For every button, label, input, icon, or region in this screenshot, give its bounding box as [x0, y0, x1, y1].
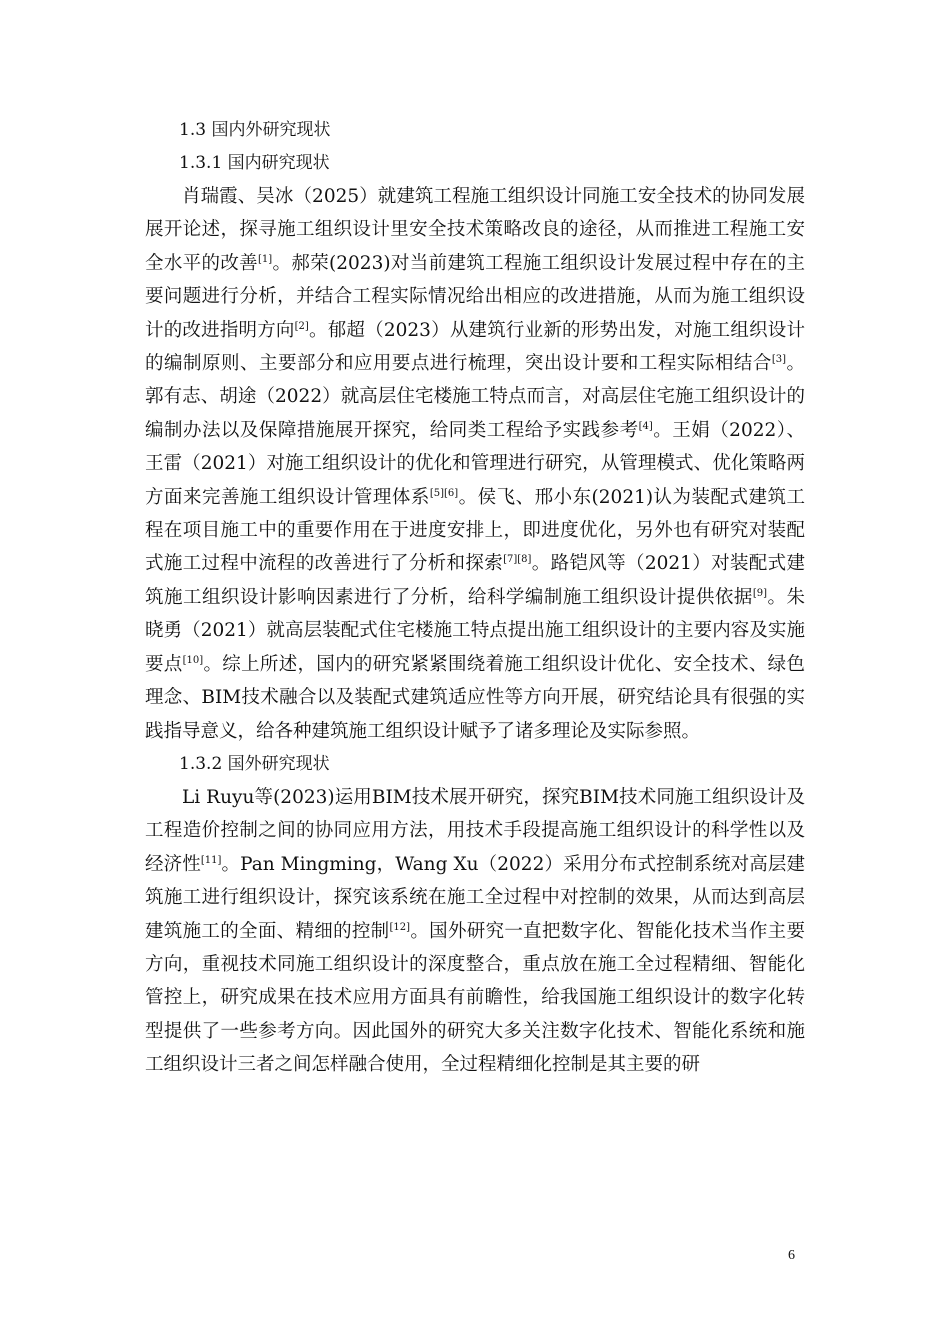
paragraph-text: 。郝荣(2023)对当前建筑工程施工组织设计发展过程中存在的主要问题进行分析，并结合工程实际情况给出相应的改进措施，从而为施工组织设计的改进指明方向 [145, 252, 805, 341]
domestic-research-paragraph [145, 180, 805, 748]
paragraph-text: 。郁超（2023）从建筑行业新的形势出发，对施工组织设计的编制原则、主要部分和应用要点进行梳理，突出设计要和工程实际相结合 [145, 319, 805, 375]
citation-ref: [9] [752, 587, 767, 599]
citation-ref: [7][8] [503, 554, 532, 566]
page-number: 6 [788, 1248, 795, 1263]
paragraph-text: 肖瑞霞、吴冰（2025）就建筑工程施工组织设计同施工安全技术的协同发展展开论述，探寻施工组织设计里安全技术策略改良的途径，从而推进工程施工安全水平的改善 [145, 186, 805, 274]
citation-ref: [3] [771, 353, 786, 365]
paragraph-text: 。路铠风等（2021）对装配式建筑施工组织设计影响因素进行了分析，给科学编制施工组织设计提供依据 [145, 553, 805, 608]
paragraph-text: 。综上所述，国内的研究紧紧围绕着施工组织设计优化、安全技术、绿色理念、BIM技术融合以及装配式建筑适应性等方向开展，研究结论具有很强的实践指导意义，给各种建筑施工组织设计赋予了诸多理论及实际参照。 [145, 653, 805, 742]
paragraph-text: 。国外研究一直把数字化、智能化技术当作主要方向，重视技术同施工组织设计的深度整合，重点放在施工全过程精细、智能化管控上，研究成果在技术应用方面具有前瞻性，给我国施工组织设计的数字化转型提供了一些参考方向。因此国外的研究大多关注数字化技术、智能化系统和施工组织设计三者之间怎样融合使用，全过程精细化控制是其主要的研 [145, 920, 805, 1076]
citation-ref: [4] [638, 420, 653, 432]
citation-ref: [1] [258, 253, 273, 265]
page-content [145, 114, 805, 1082]
paragraph-text: 。Pan Mingming，Wang Xu（2022）采用分布式控制系统对高层建筑施工进行组织设计，探究该系统在施工全过程中对控制的效果，从而达到高层建筑施工的全面、精细的控制 [145, 853, 805, 942]
foreign-research-paragraph [145, 781, 805, 1082]
paragraph-text: 。侯飞、邢小东(2021)认为装配式建筑工程在项目施工中的重要作用在于进度安排上，即进度优化，另外也有研究对装配式施工过程中流程的改善进行了分析和探索 [145, 486, 805, 575]
section-heading-1-3-1: 1.3.1 国内研究现状 [179, 153, 330, 173]
section-heading-1-3: 1.3 国内外研究现状 [179, 120, 331, 140]
citation-ref: [5][6] [429, 487, 459, 499]
paragraph-text: Li Ruyu等(2023)运用BIM技术展开研究，探究BIM技术同施工组织设计及工程造价控制之间的协同应用方法，用技术手段提高施工组织设计的科学性以及经济性 [145, 786, 805, 875]
paragraph-text: 。郭有志、胡途（2022）就高层住宅楼施工特点而言，对高层住宅施工组织设计的编制办法以及保障措施展开探究，给同类工程给予实践参考 [145, 353, 805, 441]
paragraph-text: 。王娟（2022）、王雷（2021）对施工组织设计的优化和管理进行研究，从管理模式、优化策略两方面来完善施工组织设计管理体系 [145, 419, 805, 508]
citation-ref: [12] [389, 921, 411, 933]
section-heading-1-3-2: 1.3.2 国外研究现状 [179, 753, 330, 774]
paragraph-text: 。朱晓勇（2021）就高层装配式住宅楼施工特点提出施工组织设计的主要内容及实施要点 [145, 586, 805, 675]
citation-ref: [11] [200, 854, 222, 866]
citation-ref: [2] [294, 320, 309, 332]
citation-ref: [10] [182, 654, 204, 666]
